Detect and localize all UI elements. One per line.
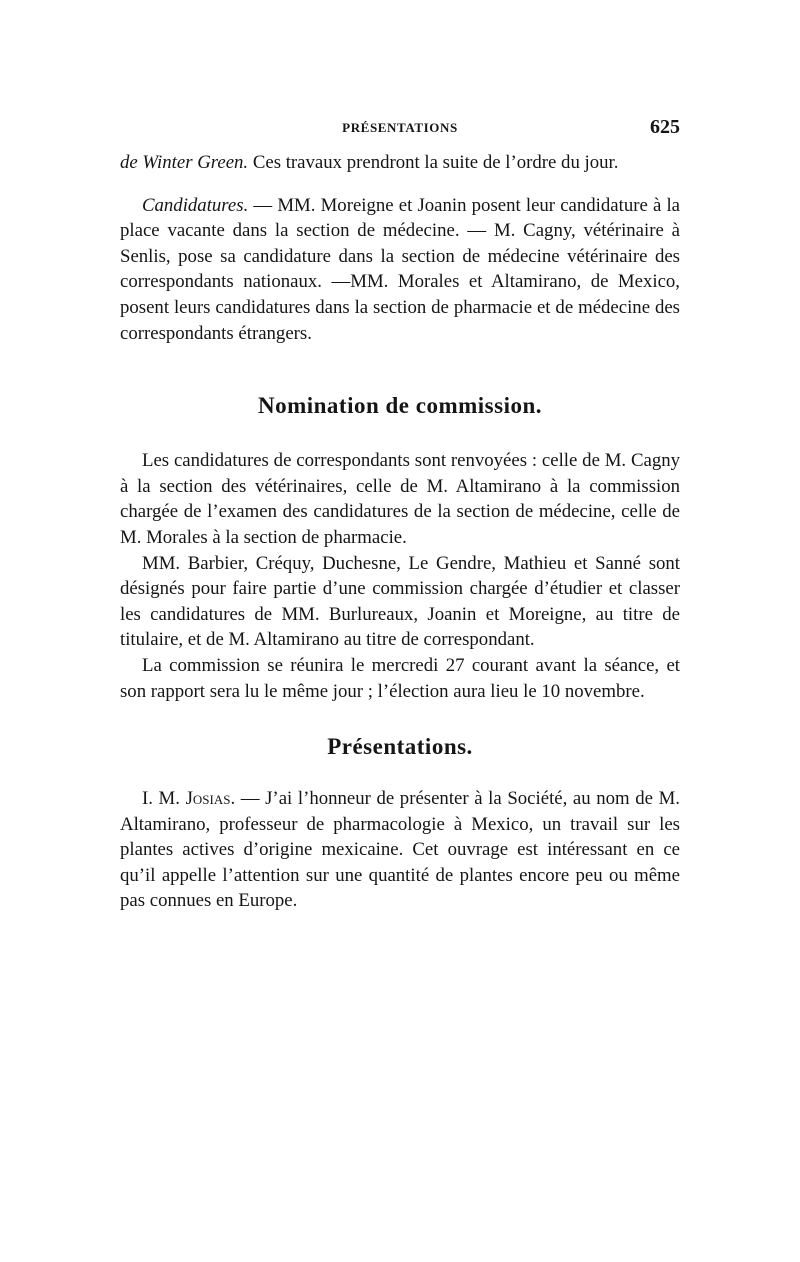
paragraph-continuation-text: Ces travaux prendront la suite de l’ordre du jour. xyxy=(248,152,619,173)
book-page xyxy=(120,110,680,914)
running-title: PRÉSENTATIONS xyxy=(342,120,458,135)
presentation-text: . — J’ai l’honneur de présenter à la Société, au nom de M. Altamirano, professeur de pharmacologie à Mexico, un travail sur les plantes actives d’origine mexicaine. Cet ouvrage est intéressant en ce qu’il appelle l’attention sur une quantité de plantes encore peu ou même pas connues en Europe. xyxy=(120,788,680,912)
paragraph-presentation xyxy=(120,786,680,914)
presentation-speaker: Josias xyxy=(185,788,231,810)
heading-presentations: Présentations. xyxy=(327,734,473,760)
presentation-lead: I. M. xyxy=(142,788,186,810)
paragraph-nomination-2: MM. Barbier, Créquy, Duchesne, Le Gendre, Mathieu et Sanné sont désignés pour faire partie d’une commission chargée d’étudier et classer les candidatures de MM. Burlureaux, Joanin et Moreigne, au titre de titulaire, et de M. Altamirano au titre de correspondant. xyxy=(120,552,680,651)
page-number: 625 xyxy=(650,116,680,138)
paragraph-candidatures xyxy=(120,193,680,347)
candidatures-text: — MM. Moreigne et Joanin posent leur candidature à la place vacante dans la section de médecine. — M. Cagny, vétérinaire à Senlis, pose sa candidature dans la section de médecine vétérinaire des correspondants nationaux. —MM. Morales et Altamirano, de Mexico, posent leurs candidatures dans la section de pharmacie et de médecine des correspondants étrangers. xyxy=(120,194,680,344)
paragraph-nomination-1: Les candidatures de correspondants sont renvoyées : celle de M. Cagny à la section des vétérinaires, celle de M. Altamirano à la commission chargée de l’examen des candidatures de la section de médecine, celle de M. Morales à la section de pharmacie. xyxy=(120,450,680,548)
paragraph-continuation xyxy=(120,150,680,176)
heading-nomination: Nomination de commission. xyxy=(257,393,543,419)
running-head xyxy=(120,110,680,150)
candidatures-label: Candidatures. xyxy=(142,194,249,216)
paragraph-continuation-italic: de Winter Green. xyxy=(120,152,249,173)
paragraph-nomination-3: La commission se réunira le mercredi 27 courant avant la séance, et son rapport sera lu le même jour ; l’élection aura lieu le 10 novembre. xyxy=(120,654,680,702)
